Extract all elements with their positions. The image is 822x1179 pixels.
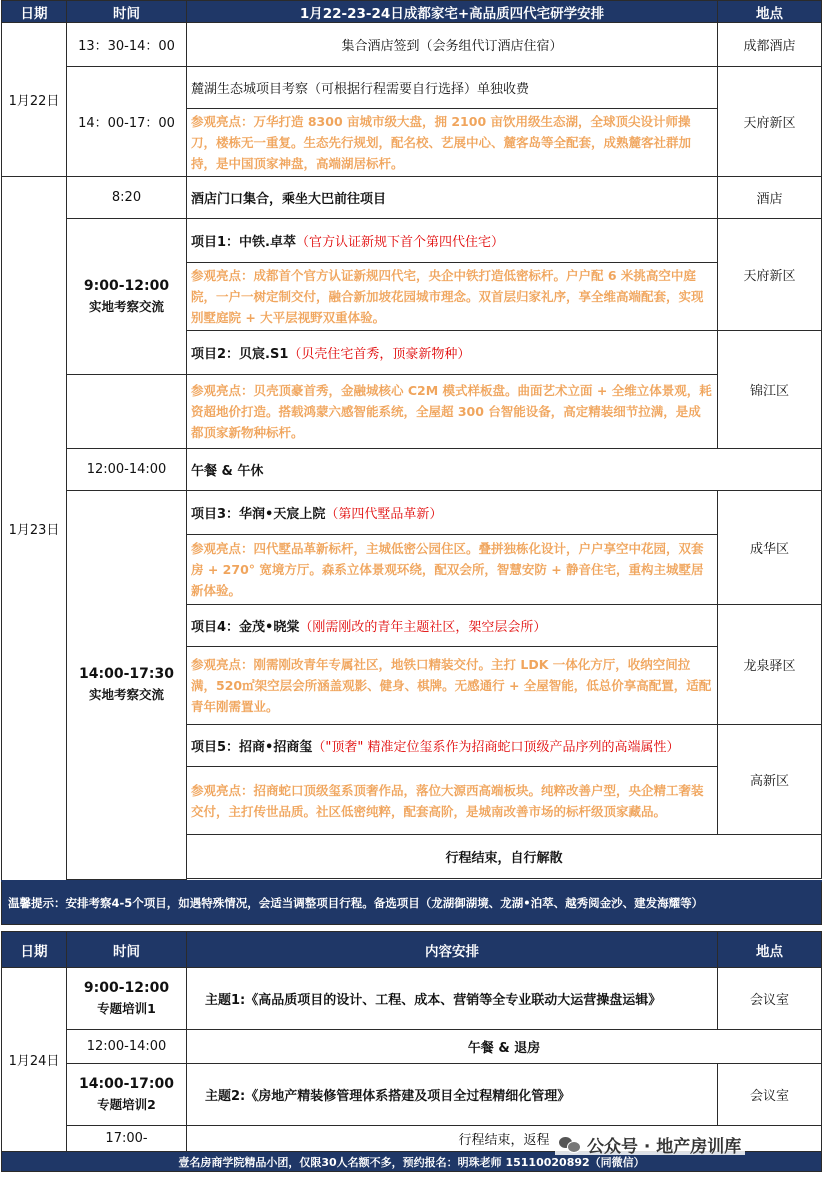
table-row [2,375,822,449]
content-cell: 行程结束，返程 [187,1126,822,1152]
table-row [2,1064,822,1126]
time-subtitle: 专题培训2 [97,1097,156,1112]
watermark [555,1133,745,1155]
time-subtitle: 实地考察交流 [88,687,164,703]
project-tag: （官方认证新规下首个第四代住宅） [295,235,504,250]
project-tag: （"顶奢" 精准定位玺系作为招商蛇口顶级产品序列的高端属性） [312,740,680,755]
time-subtitle: 实地考察交流 [88,299,164,314]
project-title [187,219,718,263]
schedule-table [1,0,822,1172]
project-name: 项目2：贝宸.S1 [191,347,289,362]
content-cell: 主题1:《高品质项目的设计、工程、成本、营销等全专业联动大运营操盘运辑》 [187,968,718,1030]
time-cell: 14：00-17：00 [67,67,187,177]
table-row [2,67,822,109]
watermark-text: 公众号 · 地产房训库 [587,1136,742,1157]
trip-end: 行程结束，自行解散 [187,835,822,879]
header-time: 时间 [67,932,187,968]
time-text: 9:00-12:00 [83,278,170,294]
header-title: 1月22-23-24日成都家宅+高品质四代宅研学安排 [187,1,718,23]
table-row [2,968,822,1030]
content-cell: 麓湖生态城项目考察（可根据行程需要自行选择）单独收费 [187,67,718,109]
time-text: 14:00-17:30 [79,666,174,683]
content-cell: 午餐 & 午休 [187,449,822,491]
content-cell: 酒店门口集合，乘坐大巴前往项目 [187,177,718,219]
header-row-2 [2,932,822,968]
header-place: 地点 [718,932,822,968]
project-tag: （第四代墅品革新） [325,507,443,522]
place-cell: 会议室 [718,1064,822,1126]
project-title [187,491,718,535]
project-tag: （贝壳住宅首秀，顶豪新物种） [288,347,471,362]
tip-row [2,881,822,925]
header-place: 地点 [718,1,822,23]
header-content: 内容安排 [187,932,718,968]
highlight-note: 参观亮点：万华打造 8300 亩城市级大盘，拥 2100 亩饮用级生态湖，全球顶尖设计师操刀，楼栋无一重复。生态先行规划，配名校、艺展中心、麓客岛等全配套，成熟麓客社群加持，是中国顶家神盘，高端湖居标杆。 [187,109,718,177]
place-cell: 成都酒店 [718,23,822,67]
place-cell: 成华区 [718,491,822,605]
table-row [2,449,822,491]
time-cell: 12:00-14:00 [67,1030,187,1064]
time-text: 14:00-17:00 [79,1076,174,1092]
time-subtitle: 专题培训1 [97,1001,156,1016]
place-cell: 会议室 [718,968,822,1030]
project-title [187,725,718,767]
time-cell: 13：30-14：00 [67,23,187,67]
table-row [2,1030,822,1064]
day1-date: 1月22日 [2,23,67,177]
time-cell: 12:00-14:00 [67,449,187,491]
place-cell: 天府新区 [718,67,822,177]
day2-date: 1月23日 [2,177,67,881]
table-row [2,23,822,67]
highlight-note: 参观亮点：贝壳顶豪首秀，金融城核心 C2M 模式样板盘。曲面艺术立面 + 全维立体景观，耗资超地价打造。搭载鸿蒙六感智能系统，全屋超 300 台智能设备，高定精装细节拉满，是成都顶家新物种标杆。 [187,375,718,449]
time-block-2 [67,491,187,880]
project-name: 项目5：招商•招商玺 [191,740,313,755]
place-cell: 龙泉驿区 [718,605,822,725]
highlight-note: 参观亮点：四代墅品革新标杆，主城低密公园住区。叠拼独栋化设计，户户享空中花园，双套房 + 270° 宽境方厅。森系立体景观环绕，配双会所，智慧安防 + 静音住宅，重构主城墅居新体验。 [187,535,718,605]
tip-text: 温馨提示：安排考察4-5个项目，如遇特殊情况，会适当调整项目行程。备选项目（龙湖御湖境、龙湖•泊萃、越秀阅金沙、建发海耀等） [2,881,822,925]
content-cell: 主题2:《房地产精装修管理体系搭建及项目全过程精细化管理》 [187,1064,718,1126]
project-title [187,605,718,647]
empty-time-cell [67,375,187,449]
wechat-icon [559,1135,581,1153]
time-text: 9:00-12:00 [83,980,170,996]
project-title [187,331,718,375]
table-row [2,491,822,535]
project-name: 项目3：华润•天宸上院 [191,507,326,522]
time-cell: 8:20 [67,177,187,219]
highlight-note: 参观亮点：招商蛇口顶级玺系顶奢作品，落位大源西高端板块。纯粹改善户型，央企精工奢装交付，主打传世品质。社区低密纯粹，配套高阶，是城南改善市场的标杆级顶家藏品。 [187,767,718,835]
day3-date: 1月24日 [2,968,67,1152]
place-cell: 天府新区 [718,219,822,331]
header-date: 日期 [2,1,67,23]
content-cell: 集合酒店签到（会务组代订酒店住宿） [187,23,718,67]
highlight-note: 参观亮点：刚需刚改青年专属社区，地铁口精装交付。主打 LDK 一体化方厅，收纳空间拉满，520㎡架空层会所涵盖观影、健身、棋牌。无感通行 + 全屋智能，低总价享高配置，适配青年刚需置业。 [187,647,718,725]
time-block [67,1064,187,1126]
header-date: 日期 [2,932,67,968]
table-row [2,219,822,263]
time-block [67,968,187,1030]
table-row [2,177,822,219]
place-cell: 锦江区 [718,331,822,449]
content-cell: 午餐 & 退房 [187,1030,822,1064]
time-cell: 17:00- [67,1126,187,1152]
project-name: 项目4：金茂•晓棠 [191,620,300,635]
footer-text: 壹名房商学院精品小团，仅限30人名额不多，预约报名：明珠老师 15110020892（同微信） [2,1152,822,1172]
header-time: 时间 [67,1,187,23]
place-cell: 酒店 [718,177,822,219]
header-row [2,1,822,23]
time-block-1 [67,219,187,375]
project-name: 项目1：中铁.卓萃 [191,235,296,250]
project-tag: （刚需刚改的青年主题社区，架空层会所） [299,620,547,635]
place-cell: 高新区 [718,725,822,835]
highlight-note: 参观亮点：成都首个官方认证新规四代宅，央企中铁打造低密标杆。户户配 6 米挑高空中庭院，一户一树定制交付，融合新加坡花园城市理念。双首层归家礼序，享全维高端配套，实现别墅庭院 + 大平层视野双重体验。 [187,263,718,331]
